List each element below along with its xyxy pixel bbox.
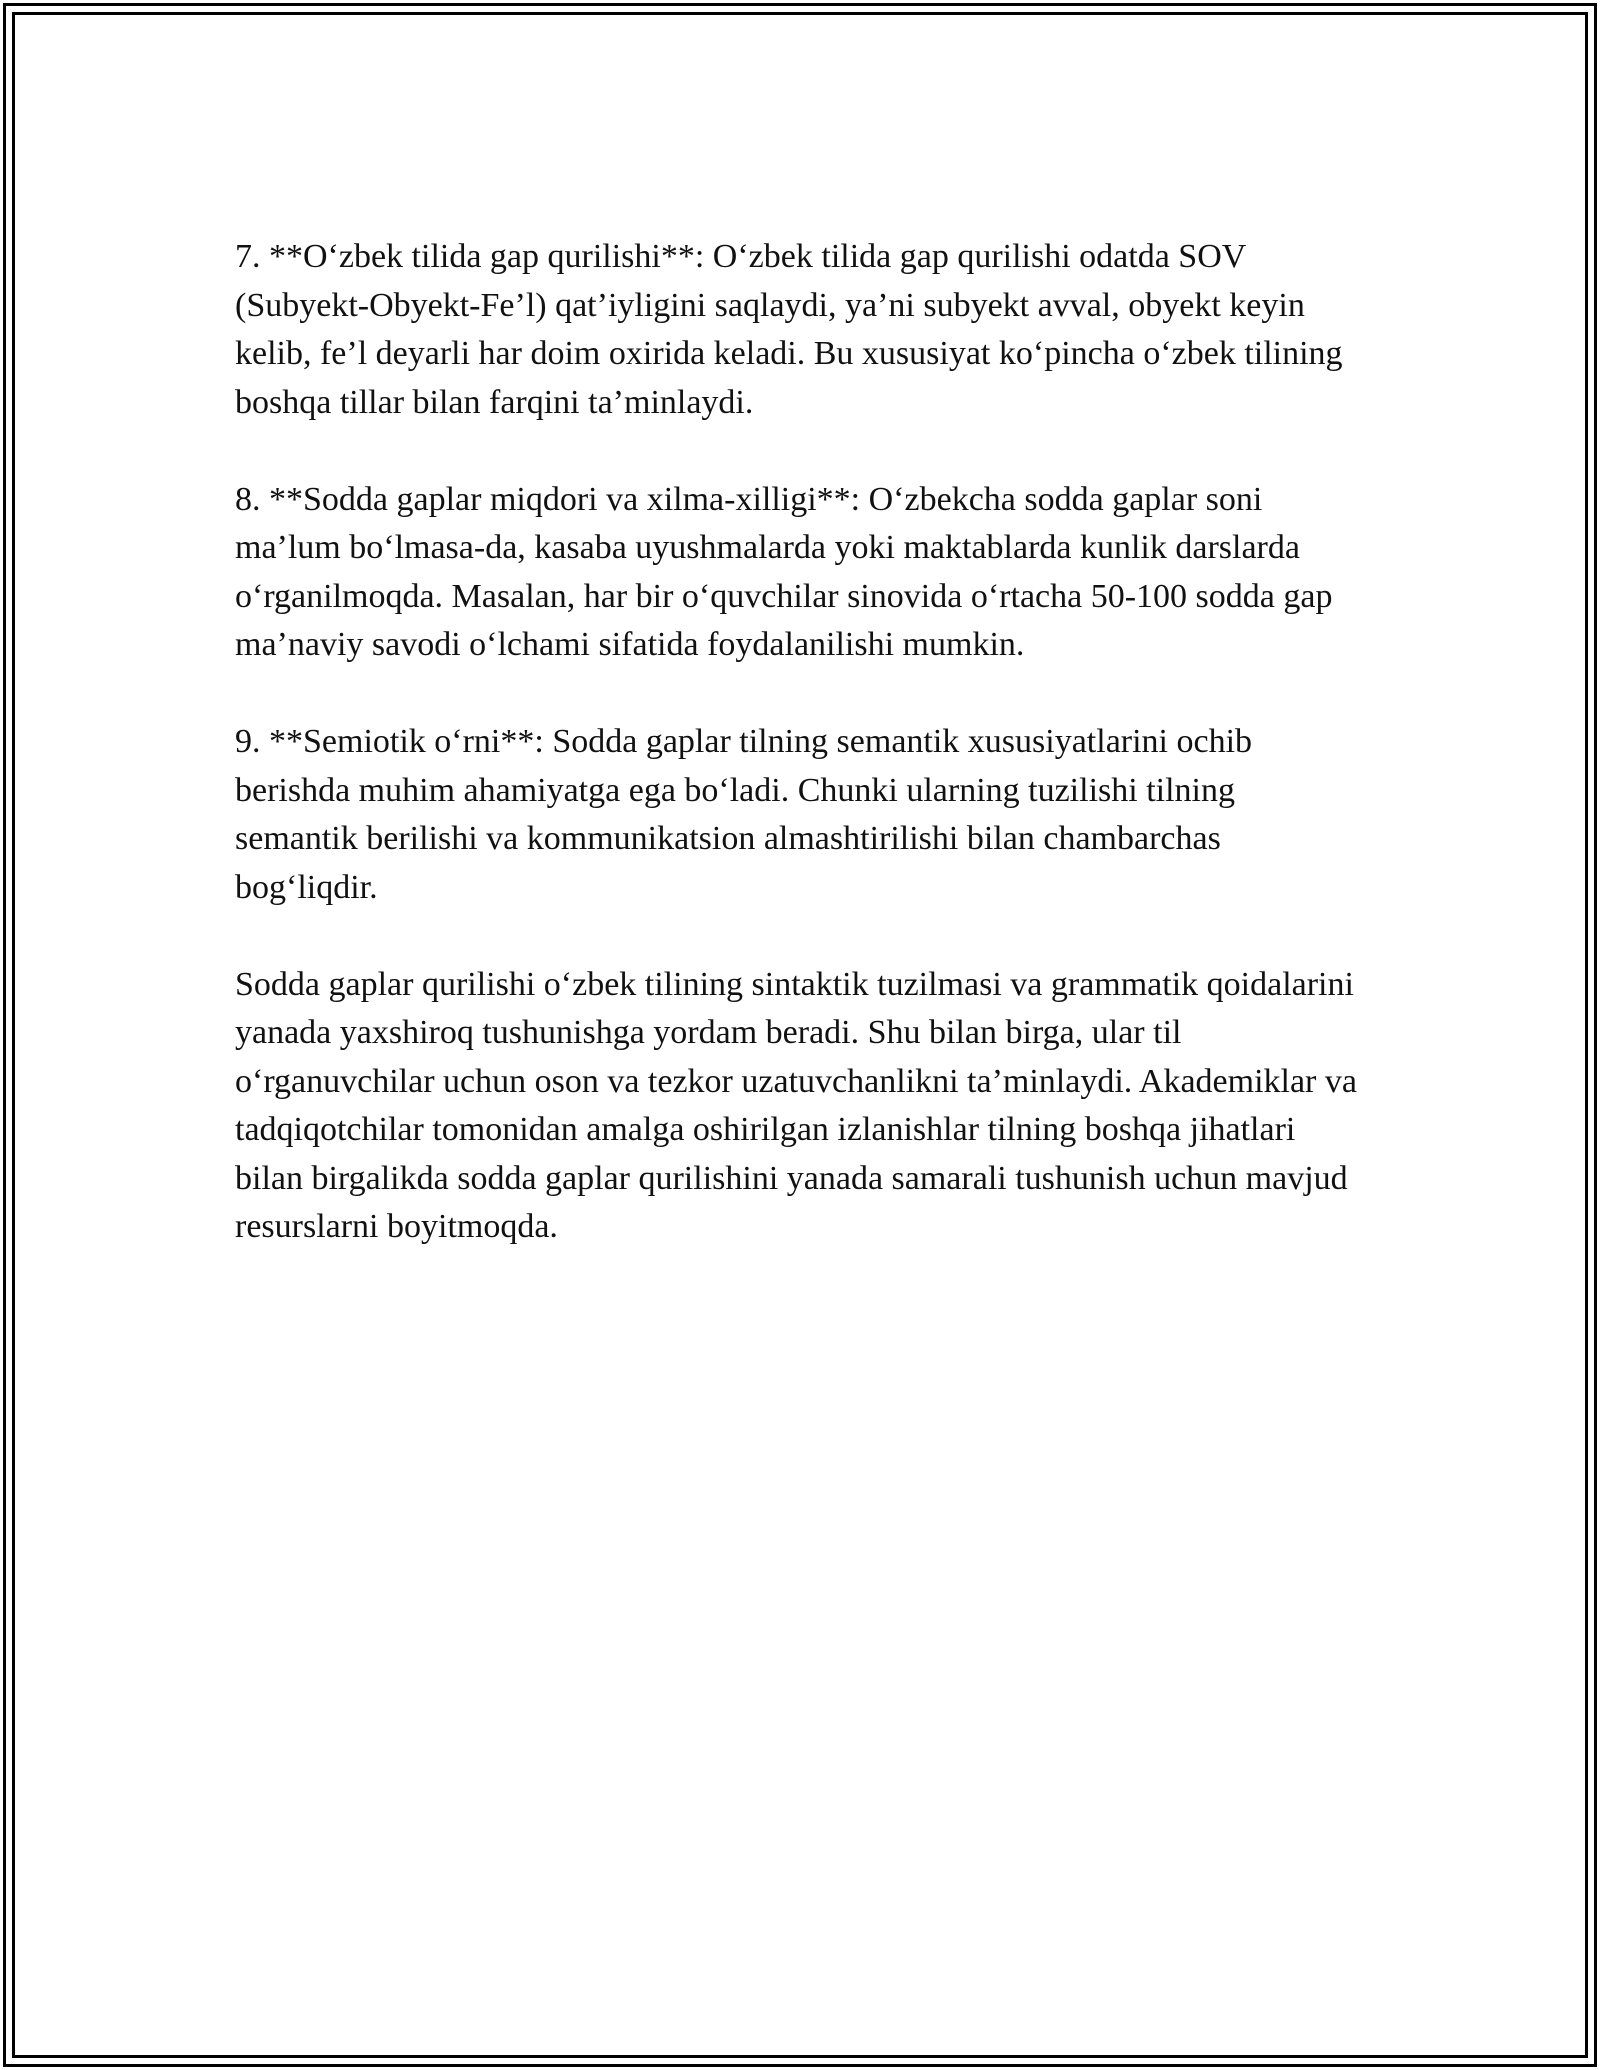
paragraph-7-sentence-structure: 7. **O‘zbek tilida gap qurilishi**: O‘zbek tilida gap qurilishi odatda SOV (Subyekt-Obyekt-Fe’l) qat’iyligini saqlaydi, ya’ni subyekt avval, obyekt keyin kelib, fe’l deyarli har doim oxirida keladi. Bu xususiyat ko‘pincha o‘zbek tilining boshqa tillar bilan farqini ta’minlaydi. bbox=[235, 238, 1343, 421]
paragraph-8-simple-sentences-count: 8. **Sodda gaplar miqdori va xilma-xilligi**: O‘zbekcha sodda gaplar soni ma’lum bo‘lmasa-da, kasaba uyushmalarda yoki maktablarda kunlik darslarda o‘rganilmoqda. Masalan, har bir o‘quvchilar sinovida o‘rtacha 50-100 sodda gap ma’naviy savodi o‘lchami sifatida foydalanilishi mumkin. bbox=[235, 480, 1333, 663]
paragraph-conclusion: Sodda gaplar qurilishi o‘zbek tilining sintaktik tuzilmasi va grammatik qoidalarini yanada yaxshiroq tushunishga yordam beradi. Shu bilan birga, ular til o‘rganuvchilar uchun oson va tezkor uzatuvchanlikni ta’minlaydi. Akademiklar va tadqiqotchilar tomonidan amalga oshirilgan izlanishlar tilning boshqa jihatlari bilan birgalikda sodda gaplar qurilishini yanada samarali tushunish uchun mavjud resurslarni boyitmoqda. bbox=[235, 965, 1357, 1245]
paragraph-9-semiotic-role: 9. **Semiotik o‘rni**: Sodda gaplar tilning semantik xususiyatlarini ochib berishda muhim ahamiyatga ega bo‘ladi. Chunki ularning tuzilishi tilning semantik berilishi va kommunikatsion almashtirilishi bilan chambarchas bog‘liqdir. bbox=[235, 723, 1253, 906]
document-body bbox=[235, 233, 1365, 1300]
